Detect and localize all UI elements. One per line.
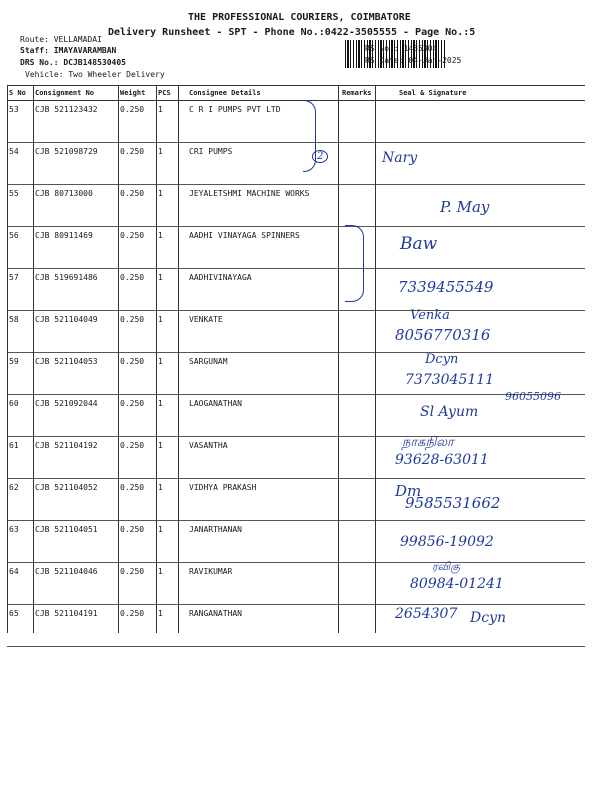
row-pcs: 1 — [158, 525, 163, 534]
phone-65: 2654307 — [395, 606, 458, 622]
row-pcs: 1 — [158, 441, 163, 450]
circled-two: 2 — [312, 150, 328, 163]
row-sno: 56 — [9, 231, 19, 240]
phone-61: 93628-63011 — [395, 452, 489, 468]
col-sno: S No — [9, 89, 26, 97]
signature-61: நாகநிலா — [402, 435, 454, 450]
row-pcs: 1 — [158, 399, 163, 408]
row-consignee: AADHI VINAYAGA SPINNERS — [189, 231, 300, 240]
row-consignee: RANGANATHAN — [189, 609, 242, 618]
row-consignee: JEYALETSHMI MACHINE WORKS — [189, 189, 310, 198]
table-row — [7, 101, 585, 143]
row-sno: 63 — [9, 525, 19, 534]
phone-63: 99856-19092 — [400, 534, 494, 550]
row-weight: 0.250 — [120, 483, 145, 492]
signature-59: Dcyn — [425, 352, 459, 367]
row-consignment: CJB 80911469 — [35, 231, 93, 240]
row-consignment: CJB 521098729 — [35, 147, 98, 156]
row-consignee: VIDHYA PRAKASH — [189, 483, 257, 492]
row-consignee: AADHIVINAYAGA — [189, 273, 252, 282]
phone-57: 7339455549 — [398, 278, 494, 296]
row-consignment: CJB 521104053 — [35, 357, 98, 366]
table-row — [7, 185, 585, 227]
vehicle-label: Vehicle: Two Wheeler Delivery — [25, 70, 165, 79]
row-weight: 0.250 — [120, 147, 145, 156]
row-consignment: CJB 519691486 — [35, 273, 98, 282]
row-consignee: SARGUNAM — [189, 357, 228, 366]
row-consignment: CJB 80713000 — [35, 189, 93, 198]
row-weight: 0.250 — [120, 525, 145, 534]
table-row — [7, 311, 585, 353]
signature-60: Sl Ayum — [420, 404, 479, 420]
row-weight: 0.250 — [120, 399, 145, 408]
row-sno: 65 — [9, 609, 19, 618]
col-weight: Weight — [120, 89, 146, 97]
route-label: Route: VELLAMADAI — [20, 35, 102, 44]
row-consignee: LAOGANATHAN — [189, 399, 242, 408]
table-row — [7, 269, 585, 311]
row-sno: 57 — [9, 273, 19, 282]
row-sno: 54 — [9, 147, 19, 156]
col-remarks: Remarks — [342, 89, 372, 97]
row-sno: 59 — [9, 357, 19, 366]
phone-62: 9585531662 — [405, 494, 501, 512]
row-pcs: 1 — [158, 483, 163, 492]
col-pcs: PCS — [158, 89, 171, 97]
row-pcs: 1 — [158, 315, 163, 324]
staff-label: Staff: IMAYAVARAMBAN — [20, 46, 117, 55]
row-weight: 0.250 — [120, 273, 145, 282]
runsheet-table — [7, 85, 585, 647]
row-consignee: CRI PUMPS — [189, 147, 233, 156]
phone-59: 7373045111 — [405, 372, 495, 388]
signature-56: Baw — [400, 234, 438, 254]
col-seal: Seal & Signature — [399, 89, 467, 97]
row-pcs: 1 — [158, 357, 163, 366]
row-pcs: 1 — [158, 105, 163, 114]
phone-58: 8056770316 — [395, 326, 491, 344]
signature-55: P. May — [440, 198, 490, 216]
row-pcs: 1 — [158, 147, 163, 156]
row-consignment: CJB 521104052 — [35, 483, 98, 492]
rs-number: RS No.: 1485304 — [365, 44, 438, 53]
signature-54: Nary — [382, 150, 418, 166]
row-pcs: 1 — [158, 567, 163, 576]
row-sno: 64 — [9, 567, 19, 576]
row-consignment: CJB 521104046 — [35, 567, 98, 576]
rs-date: RS Date: 04-Jan-2025 — [365, 56, 462, 65]
drs-label: DRS No.: DCJB148530405 — [20, 58, 126, 67]
company-title: THE PROFESSIONAL COURIERS, COIMBATORE — [188, 12, 411, 23]
signature-65: Dcyn — [470, 610, 506, 626]
row-consignee: C R I PUMPS PVT LTD — [189, 105, 281, 114]
row-weight: 0.250 — [120, 315, 145, 324]
col-consignment: Consignment No — [35, 89, 95, 97]
table-row — [7, 521, 585, 563]
signature-58: Venka — [410, 308, 450, 323]
row-consignee: VASANTHA — [189, 441, 228, 450]
row-weight: 0.250 — [120, 609, 145, 618]
table-row — [7, 227, 585, 269]
row-consignee: VENKATE — [189, 315, 223, 324]
row-consignee: JANARTHANAN — [189, 525, 242, 534]
table-header — [7, 85, 585, 101]
phone-64: 80984-01241 — [410, 576, 504, 592]
row-consignment: CJB 521123432 — [35, 105, 98, 114]
row-consignment: CJB 521104192 — [35, 441, 98, 450]
row-weight: 0.250 — [120, 231, 145, 240]
row-weight: 0.250 — [120, 441, 145, 450]
row-consignment: CJB 521104191 — [35, 609, 98, 618]
row-weight: 0.250 — [120, 567, 145, 576]
row-consignment: CJB 521092044 — [35, 399, 98, 408]
ink-bracket-mid — [345, 225, 364, 302]
row-consignment: CJB 521104051 — [35, 525, 98, 534]
row-pcs: 1 — [158, 231, 163, 240]
table-row — [7, 143, 585, 185]
row-consignee: RAVIKUMAR — [189, 567, 233, 576]
row-weight: 0.250 — [120, 189, 145, 198]
runsheet-title: Delivery Runsheet - SPT - Phone No.:0422-3505555 - Page No.:5 — [108, 27, 476, 38]
row-weight: 0.250 — [120, 357, 145, 366]
row-weight: 0.250 — [120, 105, 145, 114]
table-row — [7, 353, 585, 395]
row-sno: 58 — [9, 315, 19, 324]
signature-64: ரவிகு — [432, 560, 460, 573]
row-pcs: 1 — [158, 273, 163, 282]
row-sno: 53 — [9, 105, 19, 114]
row-pcs: 1 — [158, 189, 163, 198]
col-details: Consignee Details — [189, 89, 261, 97]
row-sno: 55 — [9, 189, 19, 198]
row-sno: 61 — [9, 441, 19, 450]
row-consignment: CJB 521104049 — [35, 315, 98, 324]
row-sno: 60 — [9, 399, 19, 408]
signature-62: Dm — [395, 482, 422, 500]
row-sno: 62 — [9, 483, 19, 492]
table-row — [7, 437, 585, 479]
phone-60: 96055096 — [505, 390, 561, 403]
table-row — [7, 395, 585, 437]
row-pcs: 1 — [158, 609, 163, 618]
